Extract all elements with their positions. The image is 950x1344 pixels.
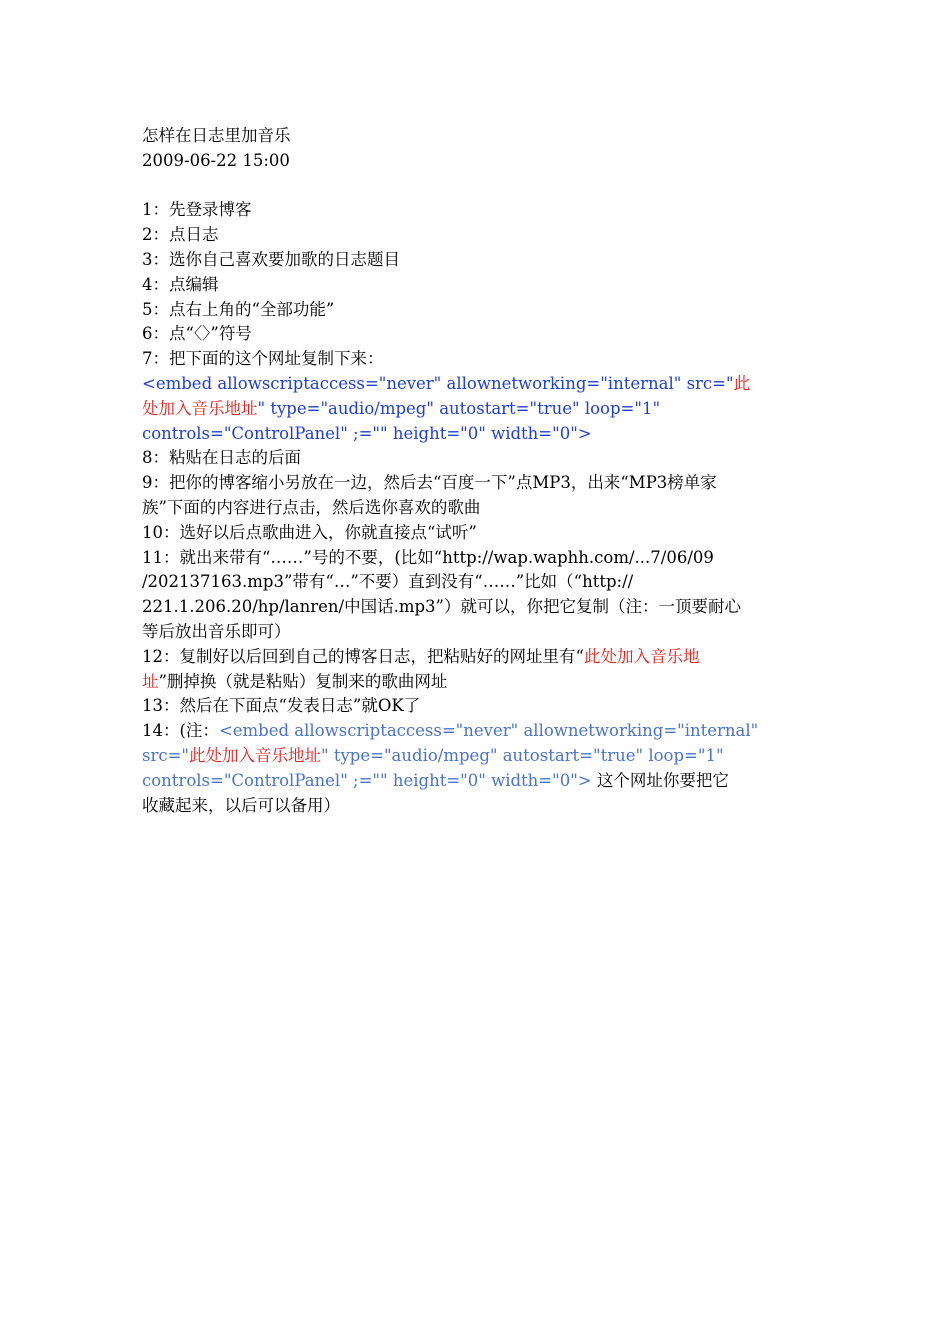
- placeholder-text: 处加入音乐地址: [142, 398, 258, 418]
- step-8: 8：粘贴在日志的后面: [142, 448, 301, 468]
- embed-code-line-3: controls="ControlPanel" ;="" height="0" width="0">: [142, 423, 592, 443]
- step-5: 5：点右上角的“全部功能”: [142, 299, 335, 319]
- step-14-line-2: [142, 744, 810, 769]
- step-14-line-3: [142, 769, 810, 794]
- spacer: [142, 174, 810, 199]
- step-3: 3：选你自己喜欢要加歌的日志题目: [142, 249, 400, 269]
- step-7: 7：把下面的这个网址复制下来：: [142, 349, 384, 369]
- step-12-text: ”删掉换（就是粘贴）复制来的歌曲网址: [158, 671, 448, 691]
- embed-code: <embed allowscriptaccess="never" allownetworking="internal" src=": [142, 373, 734, 393]
- step-6: 6：点“〈〉”符号: [142, 324, 252, 344]
- embed-code: " type="audio/mpeg" autostart="true" loop="1": [257, 398, 661, 418]
- step-14-line-1: [142, 719, 810, 744]
- step-11-line-4: 等后放出音乐即可）: [142, 621, 291, 641]
- step-11-line-2: /202137163.mp3”带有“…”不要）直到没有“……”比如（“http://: [142, 572, 634, 592]
- step-12-line-2: [142, 670, 810, 695]
- embed-code: <embed allowscriptaccess="never" allownetworking="internal": [218, 721, 759, 741]
- document-title: 怎样在日志里加音乐: [142, 126, 291, 145]
- step-10: 10：选好以后点歌曲进入，你就直接点“试听”: [142, 522, 477, 542]
- step-13: 13：然后在下面点“发表日志”就OK了: [142, 696, 421, 716]
- embed-code: " type="audio/mpeg" autostart="true" loop="1": [321, 745, 724, 765]
- step-9-line-1: 9：把你的博客缩小另放在一边，然后去“百度一下”点MP3，出来“MP3榜单家: [142, 473, 717, 493]
- placeholder-text: 址: [142, 671, 159, 691]
- placeholder-text: 此处加入音乐地址: [189, 745, 322, 765]
- embed-code-line-1: [142, 372, 810, 397]
- document-body: [142, 124, 810, 818]
- step-1: 1：先登录博客: [142, 200, 252, 220]
- step-14-line-4: 收藏起来，以后可以备用）: [142, 795, 340, 815]
- embed-code: controls="ControlPanel" ;="" height="0" width="0">: [142, 770, 592, 790]
- embed-code: src=": [142, 745, 190, 765]
- step-14-text: 这个网址你要把它: [591, 770, 729, 790]
- document-date: 2009-06-22 15:00: [142, 150, 290, 170]
- step-4: 4：点编辑: [142, 274, 219, 294]
- step-12-line-1: [142, 645, 810, 670]
- embed-code-line-2: [142, 397, 810, 422]
- placeholder-text: 此处加入音乐地: [583, 646, 700, 666]
- step-11-line-1: 11：就出来带有“……”号的不要，(比如“http://wap.waphh.com/...7/06/09: [142, 547, 714, 567]
- placeholder-text: 此: [733, 373, 751, 393]
- step-2: 2：点日志: [142, 225, 219, 245]
- step-12-text: 12：复制好以后回到自己的博客日志，把粘贴好的网址里有“: [142, 646, 584, 666]
- step-14-text: 14：(注：: [142, 721, 219, 741]
- step-9-line-2: 族”下面的内容进行点击，然后选你喜欢的歌曲: [142, 497, 481, 517]
- step-11-line-3: 221.1.206.20/hp/lanren/中国话.mp3”）就可以，你把它复制（注：一顶要耐心: [142, 597, 741, 617]
